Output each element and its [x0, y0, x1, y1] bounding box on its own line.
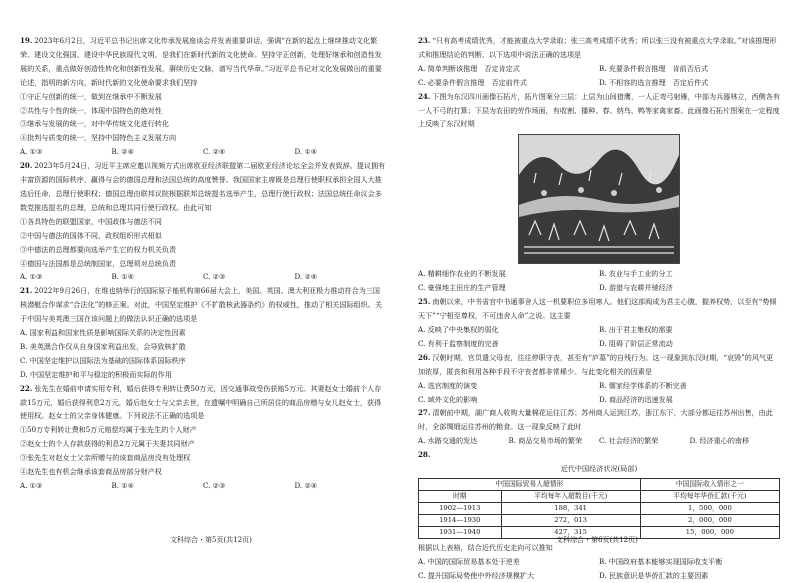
table-cell: 1914—1930	[419, 514, 502, 526]
question-number: 19.	[20, 36, 33, 45]
question-27	[418, 406, 780, 448]
option-b: B. 出于君主集权的需要	[599, 324, 673, 334]
question-26	[418, 351, 780, 407]
stone-rubbing-illustration	[519, 135, 679, 263]
question-stem: 清朝前中期，湖广商人收购大量棉花运往江苏；苏州商人运到江苏，浙江东下，大部分都运往苏州出售，由此时，全部绸缎运往苏州的粮食。这一现象反映了此时	[418, 408, 773, 432]
statement: ③继承与发展的统一，对中华传统文化进行转化	[20, 119, 169, 129]
answer-options	[418, 62, 780, 90]
question-number: 20.	[20, 161, 33, 171]
question-number: 22.	[20, 383, 33, 393]
answer-options	[418, 379, 780, 407]
right-column	[418, 34, 780, 583]
group-header: 中国国际贸易人超情形	[419, 478, 641, 490]
table-cell: 1931—1940	[419, 526, 502, 538]
question-stem: 下图为东汉四川画像石拓片，拓片图案分三层：上层为山间猎鹰，一人正弯弓射雁，中部为兵器林立，西侧各有一人不弓的打算；下层为农田的劳作场面，有收割、播种、舂、纳鸟、鸭等家禽家畜。此画像石拓片图案在一定程度上反映了东汉时期	[418, 91, 780, 129]
group-header: 中国国际收入情形之一	[640, 478, 779, 490]
option-c: C. 社会经济的繁荣	[599, 436, 659, 446]
table-cell: 1，500，000	[640, 502, 779, 514]
question-19	[20, 34, 386, 159]
option-c: C. 豪强地主田庄的生产管理	[418, 283, 506, 293]
question-stem: “只有高考成绩优秀，才能被重点大学录取；张三高考成绩不优秀；所以张三没有被重点大学录取。”对该推理形式和推理结论的判断，以下选项中说法正确的选项是	[418, 36, 777, 59]
question-number: 21.	[20, 286, 33, 296]
option-d: D. 游猎与农耕并驰经济	[599, 283, 673, 293]
page-footer-left: 文科综合・第5页(共12页)	[170, 536, 252, 544]
statement: ①各具特色的联盟国家，中国政体与德法不同	[20, 216, 162, 226]
option-b: B. ①④	[111, 481, 134, 490]
option-d: D. ①④	[294, 147, 318, 157]
statement-list	[20, 90, 386, 146]
question-number: 26.	[418, 352, 431, 362]
option-a: A. ①③	[20, 272, 43, 282]
option-d: D. 商品经济的迅速发展	[599, 394, 673, 404]
question-28	[418, 448, 780, 583]
option-c: C. ②③	[203, 272, 226, 282]
option-a: A. 国家利益和国家性质是影响国际关系的决定性因素	[20, 328, 186, 338]
option-a: A. 中国的国际贸易基本处于逆差	[418, 556, 520, 566]
option-b: B. 充要条件假言推理 肯前否后式	[599, 63, 709, 73]
statement: ①50万专利转让费和5万元赔偿均属于张先生的个人财产	[20, 425, 197, 435]
option-b: B. 农业与手工业的分工	[599, 269, 673, 279]
table-group-header-row	[419, 478, 780, 490]
option-b: B. ②④	[111, 147, 134, 157]
table-row	[419, 514, 780, 526]
statement: ③中德法的总理都要向选举产生它的权力机关负责	[20, 244, 177, 254]
question-20	[20, 159, 386, 284]
option-a: A. 简单判断该推理 否定肯定式	[418, 63, 520, 73]
question-22	[20, 382, 386, 493]
question-stem: 2023年6月2日，习近平总书记出席文化传承发展座谈会并发表重要讲话，强调“在新的起点上继续推动文化繁荣、建设文化强国、建设中华民族现代文明，是我们在新时代新的文化使命。坚持守正创新，处理好继承和创造性发展的关系，重点做好创造性转化和创新性发展，赓续历史文脉，谱写当代华章。”习近平总书记对文化发展做出的重要论述，指明的新方向，新时代新的文化使命要求我们坚持	[20, 36, 382, 87]
option-d: D. 经济重心的南移	[689, 436, 750, 446]
option-c: C. 中国坚定维护以国际法为基础的国际体系国际秩序	[20, 355, 186, 365]
question-24	[418, 90, 780, 296]
statement: ②中国与德法的国体不同，政权组织形式相似	[20, 230, 162, 240]
option-b: B. 儒家经学体系的不断完善	[599, 380, 687, 390]
statement: ④批判与质变的统一，坚持中国特色主义发展方向	[20, 133, 177, 143]
answer-options	[418, 323, 780, 351]
option-d: D. 民族意识是华侨汇款的主要因素	[599, 570, 709, 580]
table-row	[419, 502, 780, 514]
statement: ①守正与创新的统一，做到在继承中不断发展	[20, 91, 162, 101]
statement: ④德国与法国都是总统制国家，总理须对总统负责	[20, 258, 177, 268]
question-stem: 张先生在婚前申请实用专利，婚后获得专利转让费50万元，因交通事故受伤获赔5万元。其妻赵女士婚前个人存款15万元，婚后获得利息2万元，婚后赵女士与父亲去世，在遗嘱中明确自己所居住的商品房赠与女儿赵女士，获得使用权。赵女士的父亲身体健康。下列说法不正确的选项是	[20, 383, 382, 421]
option-d: D. 不相容的选言推理 否定后件式	[599, 77, 709, 87]
option-b: B. ①④	[111, 272, 134, 282]
option-c: C. 提升国际局势使中外经济规模扩大	[418, 570, 535, 580]
table-cell: 427，315	[501, 526, 640, 538]
question-number: 23.	[418, 36, 431, 45]
answer-options	[20, 326, 386, 382]
answer-options	[418, 555, 780, 583]
statement-list	[20, 215, 386, 271]
table-header-row	[419, 490, 780, 502]
question-stem: 2022年9月26日，在维也纳举行的国际原子能机构第66届大会上，美国、英国、澳大利亚极力推动符合为三国核潜艇合作谋求“合法化”的修正案。对此，中国坚定维护《不扩散核武器条约》的权威性，推动了相关国际组织。关于中国与美英澳三国在该问题上的做法认识正确的选项是	[20, 286, 382, 324]
question-number: 25.	[418, 297, 431, 307]
column-header: 平均每年华侨汇款(千元)	[640, 490, 779, 502]
statement-list	[20, 423, 386, 479]
option-c: C. 有利于监察制度的完善	[418, 338, 499, 348]
option-d: D. ②④	[294, 481, 318, 490]
question-stem: 南朝以来，中书省官中书通事舍人这一机要职位多用寒人。他们这部阀成为君主心腹，握养权势，以至有“势倾天下”“宁相至尊权，不可违舍人命”之说。这主要	[418, 297, 777, 321]
statement: ④赵先生也有机会继承该套商品房部分财产权	[20, 467, 162, 477]
option-b: B. 商品交易市场的繁荣	[508, 436, 583, 446]
question-stem: 2023年5月24日，习近平主席应邀以视频方式出席欧亚经济联盟第二届欧亚经济论坛全会并发表致辞。提议拥有丰富资源的国际秩序，赢得与会的德国总理和法国总统的高度赞誉。我国国家主席既是总理行使职权承担全国人大推选后任命，总理行使职权；德国总理由联邦议院根据联邦总统提名选举产生，总理行使行政权；法国总统任命议会多数党推选提名的总理，总统和总理共同行使行政权。由此可知	[20, 161, 386, 212]
economy-table	[418, 478, 780, 539]
option-b: B. 中国政府基本能够实现国际收支平衡	[599, 556, 723, 566]
question-number: 28.	[418, 450, 431, 460]
option-a: A. ①③	[20, 481, 43, 490]
option-a: A. 选官制度的演变	[418, 380, 478, 390]
option-b: B. 美英澳合作仅从自身国家利益出发，会导致核扩散	[20, 341, 186, 351]
option-c: C. 必要条件假言推理 否定前件式	[418, 77, 527, 87]
table-cell: 15，000，000	[640, 526, 779, 538]
question-stem: 根据以上表格，结合近代历史走向可以推知	[418, 542, 553, 552]
question-25	[418, 295, 780, 351]
table-cell: 2，000，000	[640, 514, 779, 526]
column-header: 时期	[419, 490, 502, 502]
option-a: A. ①③	[20, 147, 43, 157]
option-c: C. ②④	[203, 147, 226, 157]
option-a: A. 精耕细作农业的不断发展	[418, 269, 506, 279]
answer-options	[418, 267, 780, 295]
page-footer-right: 文科综合・第6页(共12页)	[556, 536, 638, 544]
question-number: 24.	[418, 91, 431, 101]
option-a: A. 反映了中央集权的弱化	[418, 324, 499, 334]
table-cell: 272，013	[501, 514, 640, 526]
table-caption: 近代中国经济状况(局部)	[560, 464, 638, 474]
stone-rubbing-image	[518, 134, 680, 264]
statement: ②赵女士的个人存款获得的利息2万元属于夫妻共同财产	[20, 439, 195, 449]
question-number: 27.	[418, 408, 431, 418]
table-cell: 1902—1913	[419, 502, 502, 514]
answer-options	[20, 270, 386, 284]
option-a: A. 水路交通的发达	[418, 436, 478, 446]
left-column	[20, 34, 386, 493]
statement: ③张先生对赵女士父亲所赠与的该套商品房没有处理权	[20, 453, 191, 463]
option-c: C. ②③	[203, 481, 226, 490]
question-21	[20, 284, 386, 381]
answer-options	[418, 434, 780, 448]
answer-options	[20, 479, 386, 493]
question-stem: 汉朝时期，官员遣父母丧，往往停职守丧，甚至有“庐墓”的自残行为。这一现象到东汉时期，“哀毁”的风气更加浓厚，匿丧和利用各种手段不守丧者都非常稀少。与此变化相关的因素是	[418, 352, 774, 376]
option-d: D. 阻碍了阶层正常流动	[599, 338, 673, 348]
option-d: D. 中国坚定维护和平与稳定的积极而实际的作用	[20, 369, 172, 379]
table-cell: 188，341	[501, 502, 640, 514]
option-d: D. ②④	[294, 272, 318, 282]
question-23	[418, 34, 780, 90]
option-c: C. 域外文化的影响	[418, 394, 478, 404]
answer-options	[20, 145, 386, 159]
column-header: 平均每年入超数目(千元)	[501, 490, 640, 502]
statement: ②共性与个性的统一，体现中国特色的绝对性	[20, 105, 162, 115]
